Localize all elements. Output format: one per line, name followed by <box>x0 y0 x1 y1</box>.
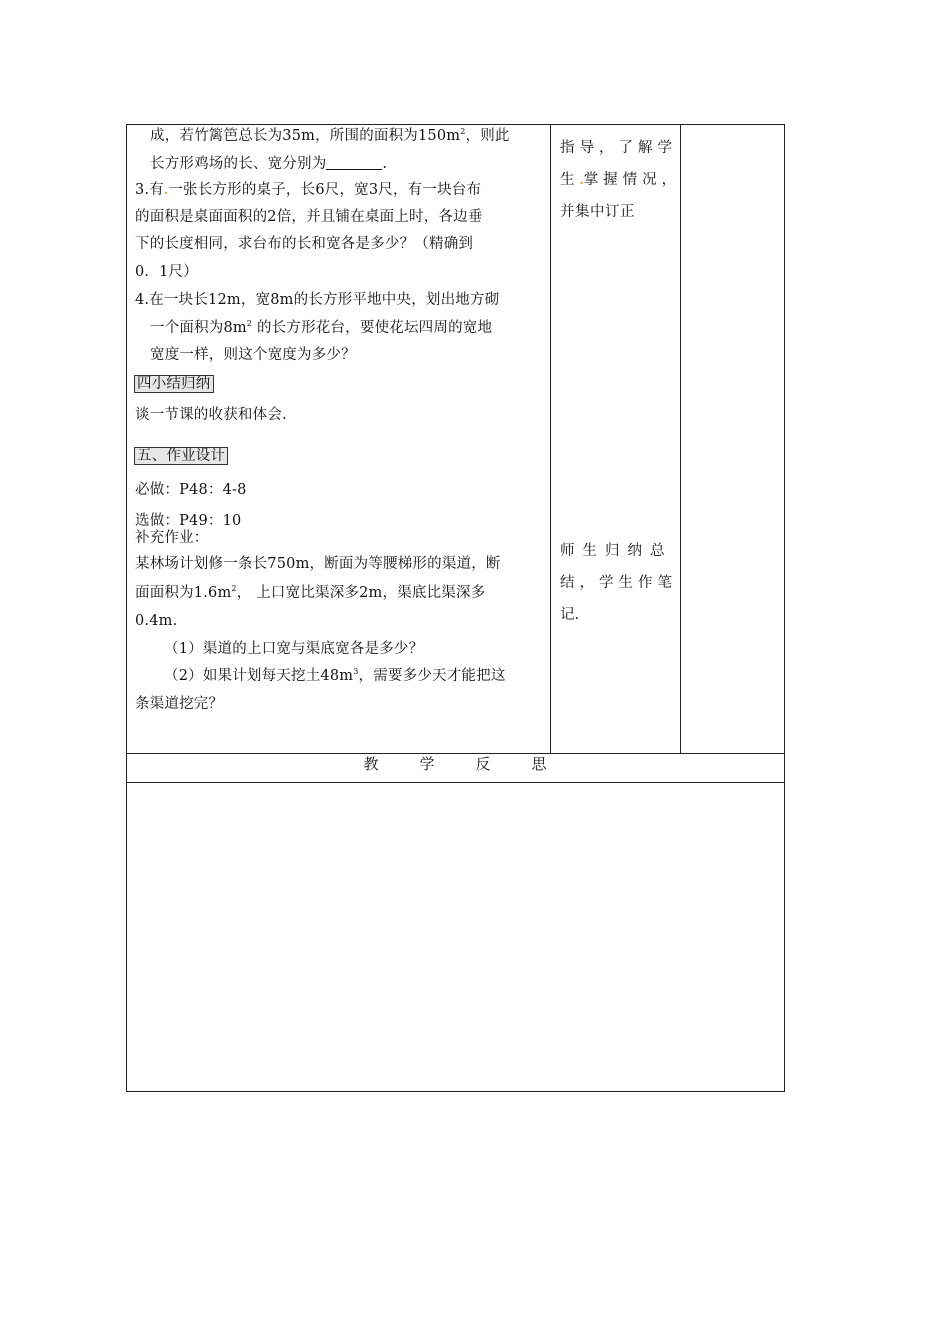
question-3-line-1: 3.有.一张长方形的桌子，长6尺，宽3尺，有一块台布 <box>135 182 482 198</box>
side-note-summary <box>560 535 677 631</box>
optional-homework: 选做：P49：10 <box>135 513 242 529</box>
question-3-line-3: 下的长度相同，求台布的长和宽各是多少？（精确到 <box>135 236 474 252</box>
heading-char-2: 学 <box>419 755 435 773</box>
side-note-summary-line-3: 记. <box>560 607 580 623</box>
required-homework: 必做：P48：4-8 <box>135 482 247 498</box>
extra-homework-title: 补充作业： <box>135 530 209 546</box>
side-note-summary-line-1: 师生归纳总 <box>560 543 673 559</box>
section-4-title: 四小结归纳 <box>134 374 214 394</box>
question-4-line-2: 一个面积为$8m^2$ 的长方形花台，要使花坛四周的宽地 <box>150 319 493 336</box>
teaching-reflection-heading <box>343 754 567 774</box>
main-line-2: 长方形鸡场的长、宽分别为 . <box>150 156 388 172</box>
side-note-guidance <box>560 132 681 228</box>
sub-question-2-line-1: （2）如果计划每天挖土$48m^3$，需要多少天才能把这 <box>164 667 506 684</box>
reflection-area[interactable] <box>127 783 784 1091</box>
answer-blank <box>326 155 382 170</box>
side-note-summary-line-2: 结，学生作笔 <box>560 575 677 591</box>
heading-char-1: 教 <box>363 755 379 773</box>
highlight-dot: . <box>579 173 584 187</box>
side-note-line-3: 并集中订正 <box>560 204 635 220</box>
side-note-line-1: 指导，了解学 <box>560 140 677 156</box>
extra-problem-line-1: 某林场计划修一条长750m，断面为等腰梯形的渠道，断 <box>135 556 501 572</box>
sub-question-1: （1）渠道的上口宽与渠底宽各是多少？ <box>164 641 424 657</box>
question-4-line-1: 4.在一块长12m，宽8m的长方形平地中央，划出地方砌 <box>135 292 500 308</box>
section-5-title: 五、作业设计 <box>134 446 228 466</box>
question-4-line-3: 宽度一样，则这个宽度为多少？ <box>150 347 356 363</box>
heading-char-4: 思 <box>531 755 547 773</box>
heading-char-3: 反 <box>475 755 491 773</box>
extra-problem-line-3: 0.4m. <box>135 613 178 629</box>
side-note-line-2: 生.掌握情况， <box>560 172 682 188</box>
column-divider-1 <box>550 124 551 754</box>
main-line-1: 成，若竹篱笆总长为35m，所围的面积为$150m^2$，则此 <box>150 127 510 144</box>
question-3-line-2: 的面积是桌面面积的2倍，并且铺在桌面上时，各边垂 <box>135 209 483 225</box>
question-3-line-4: 0．1尺） <box>135 264 198 280</box>
highlight-dot: . <box>163 183 169 197</box>
section-4-text: 谈一节课的收获和体会. <box>135 407 287 423</box>
sub-question-2-line-2: 条渠道挖完？ <box>135 696 224 712</box>
extra-problem-line-2: 面面积为$1.6m^2$， 上口宽比渠深多2m，渠底比渠深多 <box>135 584 486 601</box>
